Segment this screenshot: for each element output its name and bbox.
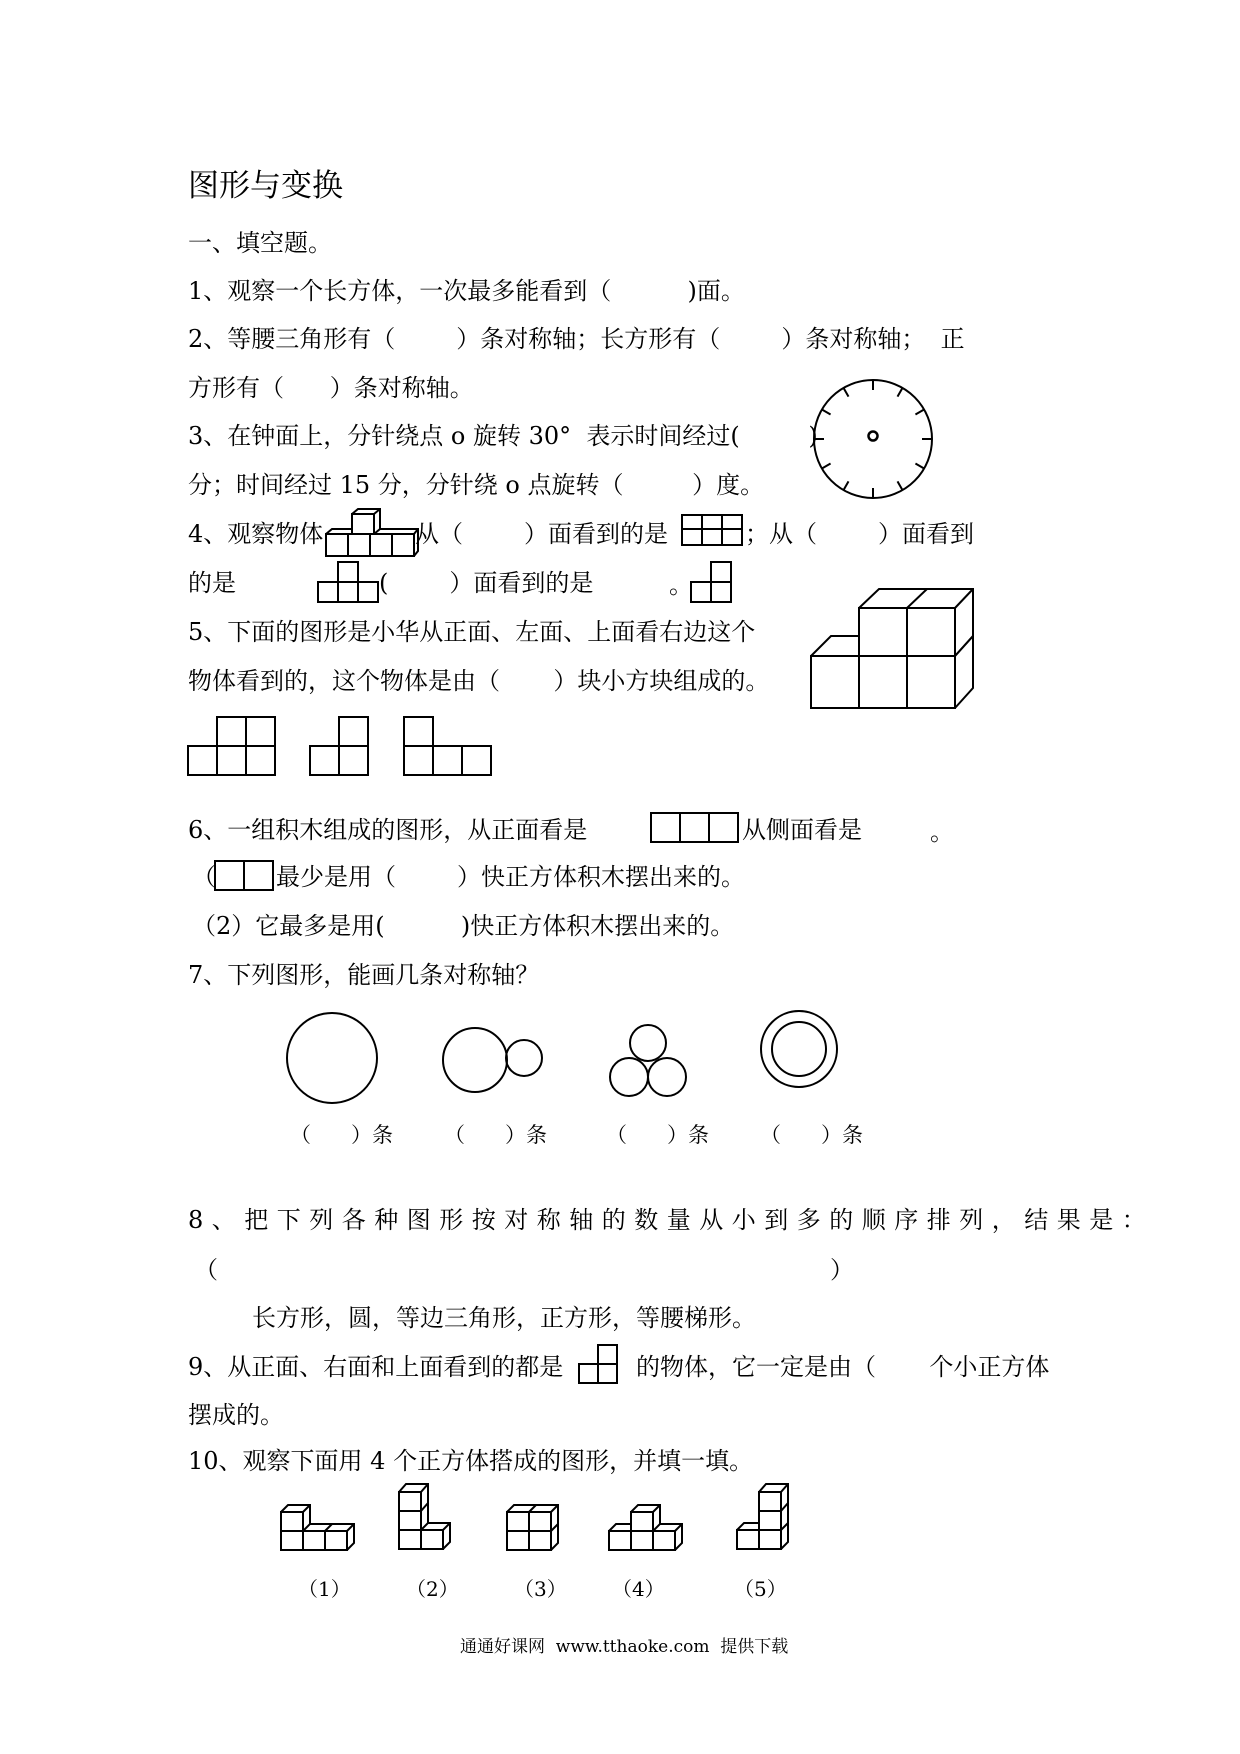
question-2-line-2: 方形有（ ）条对称轴。 — [188, 374, 474, 402]
q4-view-t-shape — [317, 560, 379, 604]
q4-view-three-squares — [681, 514, 743, 546]
q10-label-1: （1） — [298, 1577, 351, 1601]
question-4-part-f: 。 — [669, 571, 693, 599]
question-5-line-2: 物体看到的，这个物体是由（ ）块小方块组成的。 — [188, 667, 770, 695]
clock-tick — [915, 464, 924, 469]
q7-answer-1: （ ）条 — [290, 1123, 394, 1147]
question-9-part-a: 9、从正面、右面和上面看到的都是 — [188, 1353, 564, 1381]
clock-face-figure — [808, 374, 938, 504]
question-9-part-b: 的物体，它一定是由（ 个小正方体 — [636, 1353, 1050, 1381]
q10-label-5: （5） — [734, 1577, 787, 1601]
q7-shape-ring — [760, 1010, 840, 1090]
q10-figure-2 — [398, 1472, 454, 1552]
q10-figure-1 — [280, 1494, 358, 1552]
clock-tick — [822, 464, 831, 469]
q7-shape-circle — [284, 1010, 380, 1106]
q10-label-4: （4） — [612, 1577, 665, 1601]
q7-answer-2: （ ）条 — [444, 1123, 548, 1147]
question-10: 10、观察下面用 4 个正方体搭成的图形，并填一填。 — [188, 1447, 754, 1475]
q4-object-figure — [325, 508, 420, 560]
question-2-line-1: 2、等腰三角形有（ ）条对称轴；长方形有（ ）条对称轴； 正 — [188, 325, 965, 353]
question-3-line-1: 3、在钟面上，分针绕点 o 旋转 30° 表示时间经过( ) — [188, 422, 818, 450]
q7-shape-two-circles — [440, 1028, 542, 1092]
question-6-sub-1: 最少是用（ ）快正方体积木摆出来的。 — [276, 863, 746, 891]
q5-top-view — [402, 715, 494, 777]
question-6-part-c: 。 — [930, 818, 954, 846]
question-6-sub-1-open: （ — [192, 863, 216, 891]
q7-answer-3: （ ）条 — [606, 1123, 710, 1147]
question-4-part-e: ( ）面看到的是 — [379, 569, 594, 597]
section-heading: 一、填空题。 — [188, 229, 332, 257]
question-6-sub-2: （2）它最多是用( )快正方体积木摆出来的。 — [192, 912, 735, 940]
q6-front-view — [650, 812, 740, 844]
q7-answer-4: （ ）条 — [760, 1123, 864, 1147]
question-4-part-c: ；从（ ）面看到 — [745, 520, 975, 548]
question-4-part-d: 的是 — [188, 569, 236, 597]
q5-front-view — [186, 715, 278, 777]
clock-tick — [915, 410, 924, 415]
clock-tick — [844, 388, 849, 397]
question-4-part-a: 4、观察物体 — [188, 520, 324, 548]
question-5-line-1: 5、下面的图形是小华从正面、左面、上面看右边这个 — [188, 618, 756, 646]
q10-label-3: （3） — [514, 1577, 567, 1601]
q10-figure-3 — [506, 1494, 566, 1552]
q10-figure-4 — [608, 1494, 688, 1552]
question-3-line-2: 分；时间经过 15 分，分针绕 o 点旋转（ ）度。 — [188, 471, 765, 499]
question-8-answer-close: ） — [830, 1256, 854, 1284]
clock-tick — [898, 388, 903, 397]
question-8-shapes: 长方形，圆，等边三角形，正方形，等腰梯形。 — [252, 1304, 756, 1332]
clock-tick — [844, 481, 849, 490]
q10-figure-5 — [736, 1472, 792, 1552]
page-title: 图形与变换 — [188, 168, 343, 204]
question-6-part-b: 从侧面看是 — [742, 816, 862, 844]
question-7: 7、下列图形，能画几条对称轴？ — [188, 961, 540, 989]
q5-cube-stack-figure — [810, 588, 980, 713]
question-8-line-1: 8、把下列各种图形按对称轴的数量从小到多的顺序排列，结果是： — [188, 1206, 1155, 1234]
clock-tick — [898, 481, 903, 490]
q9-view-l-shape — [578, 1343, 620, 1385]
footer-credit: 通通好课网 www.tthaoke.com 提供下载 — [460, 1637, 789, 1657]
q6-side-view — [214, 860, 276, 892]
clock-tick — [822, 410, 831, 415]
q7-shape-three-circles — [608, 1023, 688, 1099]
question-6-part-a: 6、一组积木组成的图形，从正面看是 — [188, 816, 588, 844]
q5-left-view — [308, 715, 372, 777]
q10-label-2: （2） — [406, 1577, 459, 1601]
question-9-line-2: 摆成的。 — [188, 1401, 284, 1429]
question-1: 1、观察一个长方体，一次最多能看到（ )面。 — [188, 277, 745, 305]
question-8-answer-open: （ — [194, 1256, 218, 1284]
question-4-part-b: 从（ ）面看到的是 — [415, 520, 669, 548]
q4-view-l-shape — [690, 560, 734, 604]
